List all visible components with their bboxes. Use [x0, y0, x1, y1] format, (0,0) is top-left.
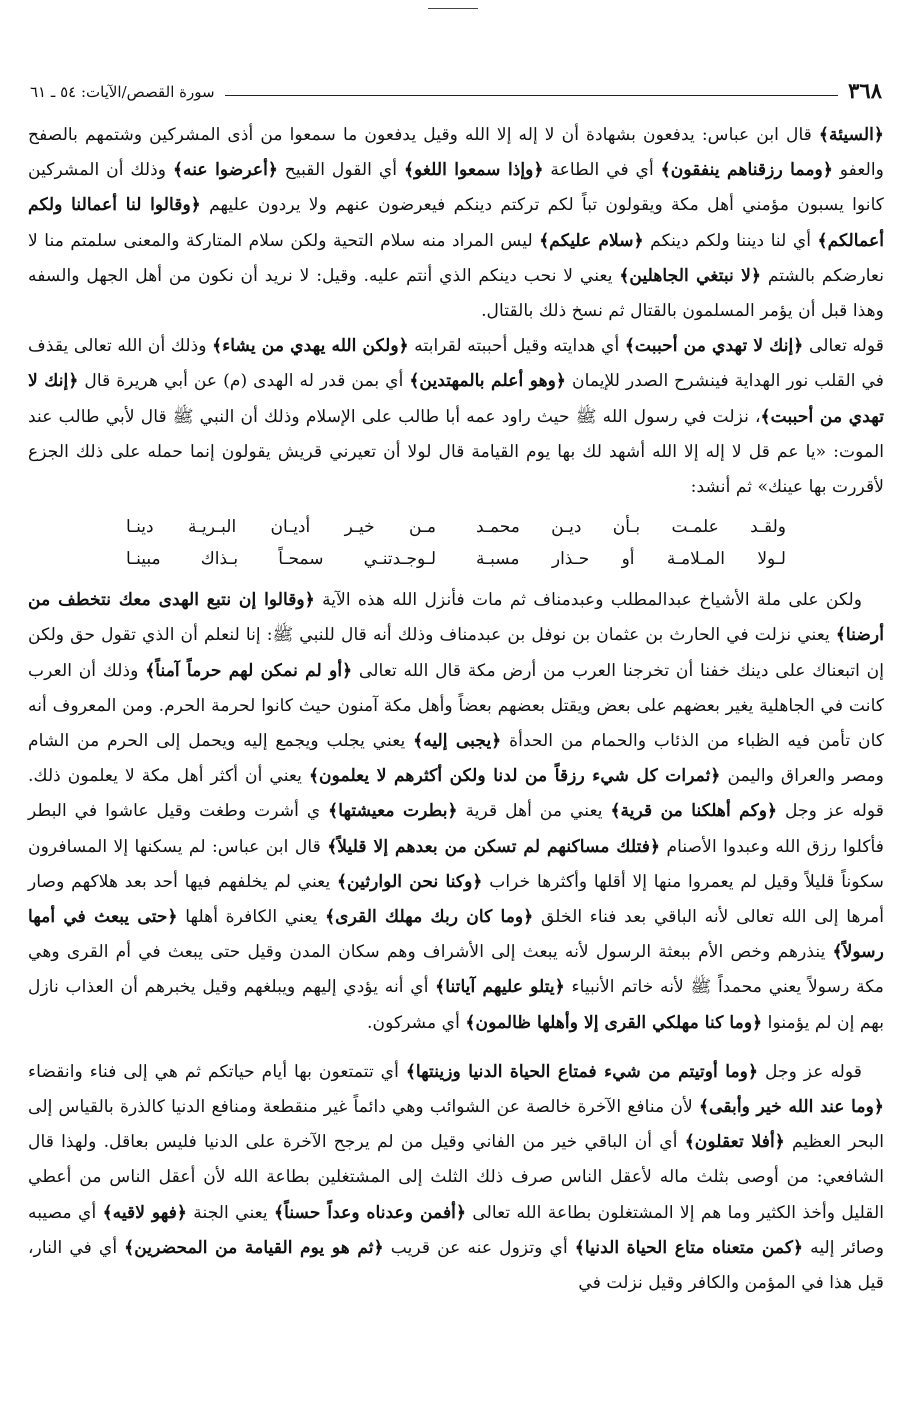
commentary-text: أي مشركون.	[367, 1012, 466, 1033]
quran-quote: ﴿أو لم نمكن لهم حرماً آمناً﴾	[145, 660, 353, 681]
paragraph-p2	[28, 329, 884, 505]
commentary-text: أي أنه يؤدي إليهم ويبلغهم وقيل يخبرهم أن العذاب نازل بهم إن لم يؤمنوا	[28, 977, 884, 1033]
verse-first-hemistich: لـولا المـلامـة أو حـذار مسبـة	[476, 549, 786, 570]
commentary-text: قال ابن عباس: يدفعون بشهادة أن لا إله إلا الله وقيل يدفعون ما سمعوا من أذى المشركين وشتمهم بالصفح والعفو	[28, 125, 884, 181]
commentary-text: قال ابن عباس: لم يسكنها إلا المسافرون سكوناً قليلاً وقيل لم يعمروا منها إلا أقلها وأكثرها خراب	[28, 836, 884, 892]
quran-quote: ﴿وما كنا مهلكي القرى إلا وأهلها ظالمون﴾	[465, 1012, 763, 1033]
commentary-text: يعني الكافرة أهلها	[177, 907, 326, 928]
quran-quote: ﴿وما أوتيتم من شيء فمتاع الحياة الدنيا وزينتها﴾	[405, 1061, 759, 1082]
quran-quote: ﴿ثمرات كل شيء رزقاً من لدنا ولكن أكثرهم لا يعلمون﴾	[308, 766, 721, 787]
commentary-text: أي هدايته وقيل أحببته لقرابته	[408, 336, 625, 357]
commentary-text: وذلك أن المشركين كانوا يسبون مؤمني أهل مكة ويقولون تباً لكم تركتم دينكم فيعرضون عنهم ولا يردون عليهم	[28, 160, 884, 216]
quran-quote: ﴿فهو لاقيه﴾	[102, 1202, 187, 1223]
commentary-text: قوله عز وجل	[758, 1061, 862, 1082]
verse-second-hemistich: مـن خيـر أديـان البـريـة دينـا	[126, 517, 436, 538]
commentary-text: يعني نزلت في الحارث بن عثمان بن نوفل بن عبدمناف وذلك أنه قال للنبي ﷺ: إنا لنعلم أن الذي تقول حق ولكن إن اتبعناك على دينك خفنا أن تخرجنا العرب من أرض مكة قال الله تعالى	[28, 625, 885, 681]
quran-quote: ﴿وما كان ربك مهلك القرى﴾	[325, 907, 534, 928]
page-body	[28, 118, 884, 1301]
page-number: ٣٦٨	[848, 78, 882, 103]
poem-verse	[126, 511, 786, 543]
commentary-text: يعني الجنة	[186, 1202, 275, 1223]
commentary-text: يعني من أهل قرية	[457, 801, 611, 822]
commentary-text: ، نزلت في رسول الله ﷺ حيث راود عمه أبا طالب على الإسلام وذلك أن النبي ﷺ قال لأبي طالب عند الموت: «يا عم قل لا إله إلا الله أشهد لك بها يوم القيامة قال لولا أن تعيرني قريش يقولون إنما حمله على ذلك الجزع لأقررت بها عينك» ثم أنشد:	[28, 406, 884, 498]
commentary-text: أي القول القبيح	[277, 160, 404, 181]
commentary-text: أي في النار، قيل هذا في المؤمن والكافر وقيل نزلت في	[28, 1237, 884, 1294]
paragraph-p4	[28, 1055, 884, 1301]
header-rule	[225, 95, 839, 96]
quran-quote: ﴿وكم أهلكنا من قرية﴾	[610, 801, 778, 822]
text-block-2	[28, 583, 884, 1301]
quran-quote: ﴿وهو أعلم بالمهتدين﴾	[409, 371, 567, 392]
page-header	[30, 72, 882, 102]
quran-quote: ﴿ومما رزقناهم ينفقون﴾	[660, 160, 833, 181]
commentary-text: قوله تعالى	[803, 336, 885, 357]
running-head: سورة القصص/الآيات: ٥٤ ـ ٦١	[30, 83, 215, 101]
commentary-text: أي بمن قدر له الهدى (م) عن أبي هريرة قال	[78, 371, 410, 392]
quran-quote: ﴿ثم هو يوم القيامة من المحضرين﴾	[124, 1237, 384, 1258]
quran-quote: ﴿يتلو عليهم آياتنا﴾	[435, 977, 565, 998]
quran-quote: ﴿إنك لا تهدي من أحببت﴾	[28, 371, 884, 427]
quran-quote: ﴿وقالوا إن نتبع الهدى معك نتخطف من أرضنا﴾	[28, 590, 884, 646]
quran-quote: ﴿السيئة﴾	[818, 125, 884, 145]
commentary-text: أي وتزول عنه عن قريب	[383, 1237, 575, 1258]
commentary-text: يعني أن أكثر أهل مكة لا يعلمون ذلك. قوله عز وجل	[28, 766, 884, 822]
quran-quote: ﴿وكنا نحن الوارثين﴾	[336, 871, 483, 892]
verse-second-hemistich: لـوجـدتنـي سمحـاً بـذاك مبينـا	[126, 549, 436, 570]
quran-quote: ﴿وقالوا لنا أعمالنا ولكم أعمالكم﴾	[28, 195, 884, 251]
quran-quote: ﴿سلام عليكم﴾	[539, 230, 644, 251]
quran-quote: ﴿أفمن وعدناه وعداً حسناً﴾	[274, 1202, 467, 1223]
commentary-text: وذلك أن الله تعالى يقذف في القلب نور الهداية فينشرح الصدر للإيمان	[28, 336, 884, 392]
quran-quote: ﴿حتى يبعث في أمها رسولاً﴾	[28, 907, 884, 963]
commentary-text: أي تتمتعون بها أيام حياتكم ثم هي إلى فناء وانقضاء	[28, 1061, 406, 1082]
quran-quote: ﴿فتلك مساكنهم لم تسكن من بعدهم إلا قليلاً﴾	[327, 836, 661, 857]
commentary-text: لأن منافع الآخرة خالصة عن الشوائب وهي دائماً غير منقطعة ومنافع الدنيا كالذرة بالقياس إلى البحر العظيم	[28, 1097, 885, 1153]
commentary-text: يعني لم يخلفهم فيها أحد بعد هلاكهم وصار أمرها إلى الله تعالى لأنه الباقي بعد فناء الخلق	[28, 871, 885, 928]
quran-quote: ﴿وما عند الله خير وأبقى﴾	[698, 1097, 885, 1118]
commentary-text: أي لنا ديننا ولكم دينكم	[643, 230, 818, 251]
verse-first-hemistich: ولقـد علمـت بـأن ديـن محمـد	[476, 517, 786, 538]
commentary-text: ولكن على ملة الأشياخ عبدالمطلب وعبدمناف ثم مات فأنزل الله هذه الآية	[314, 590, 862, 611]
commentary-text: يعني لا نحب دينكم الذي أنتم عليه. وقيل: لا نريد أن نكون من أهل الجهل والسفه وهذا قبل أن يؤمر المسلمون بالقتال ثم نسخ ذلك بالقتال.	[28, 265, 884, 322]
quran-quote: ﴿بطرت معيشتها﴾	[328, 801, 458, 822]
quran-quote: ﴿إنك لا تهدي من أحببت﴾	[624, 336, 804, 357]
commentary-text: ينذرهم وخص الأم ببعثة الرسول لأنه يبعث إلى الأشراف وهم سكان المدن وقيل حتى يبعث في أم القرى وهي مكة رسولاً يعني محمداً ﷺ لأنه خاتم الأنبياء	[28, 942, 884, 998]
quran-quote: ﴿لا نبتغي الجاهلين﴾	[619, 265, 762, 286]
quran-quote: ﴿ولكن الله يهدي من يشاء﴾	[212, 336, 409, 357]
quran-quote: ﴿أفلا تعقلون﴾	[684, 1132, 785, 1153]
top-rule	[428, 8, 478, 9]
text-block-1	[28, 118, 884, 505]
commentary-text: ي أشرت وطغت وقيل عاشوا في البطر فأكلوا رزق الله وعبدوا الأصنام	[28, 801, 884, 857]
commentary-text: أي في الطاعة	[543, 160, 661, 181]
quran-quote: ﴿يجبى إليه﴾	[413, 731, 502, 752]
poem	[126, 511, 786, 575]
paragraph-p1	[28, 118, 884, 329]
poem-verse	[126, 543, 786, 575]
commentary-text: يعني يجلب ويجمع إليه ويحمل إلى الحرم من الشام ومصر والعراق واليمن	[28, 731, 884, 787]
commentary-text: أي مصيبه وصائر إليه	[28, 1202, 884, 1258]
quran-quote: ﴿كمن متعناه متاع الحياة الدنيا﴾	[574, 1237, 804, 1258]
quran-quote: ﴿وإذا سمعوا اللغو﴾	[403, 160, 544, 181]
commentary-text: ليس المراد منه سلام التحية ولكن سلام المتاركة والمعنى سلمتم منا لا نعارضكم بالشتم	[28, 230, 885, 286]
commentary-text: وذلك أن العرب كانت في الجاهلية يغير بعضهم على بعض ويقتل بعضهم بعضاً وأهل مكة آمنون حيث كانوا لحرمة الحرم. ومن المعروف أنه كان تأمن فيه الظباء من الذئاب والحمام من الحدأة	[28, 660, 884, 752]
quran-quote: ﴿أعرضوا عنه﴾	[172, 160, 278, 181]
paragraph-p3	[28, 583, 884, 1041]
commentary-text: أي أن الباقي خير من الفاني وقيل من لم يرجح الآخرة على الدنيا فليس بعاقل. ولهذا قال الشافعي: من أوصى بثلث ماله لأعقل الناس صرف ذلك الثلث إلى المشتغلين بطاعة الله لأن أعقل الناس من أعطي القليل وأخذ الكثير وما هم إلا المشتغلون بطاعة الله تعالى	[28, 1132, 884, 1223]
